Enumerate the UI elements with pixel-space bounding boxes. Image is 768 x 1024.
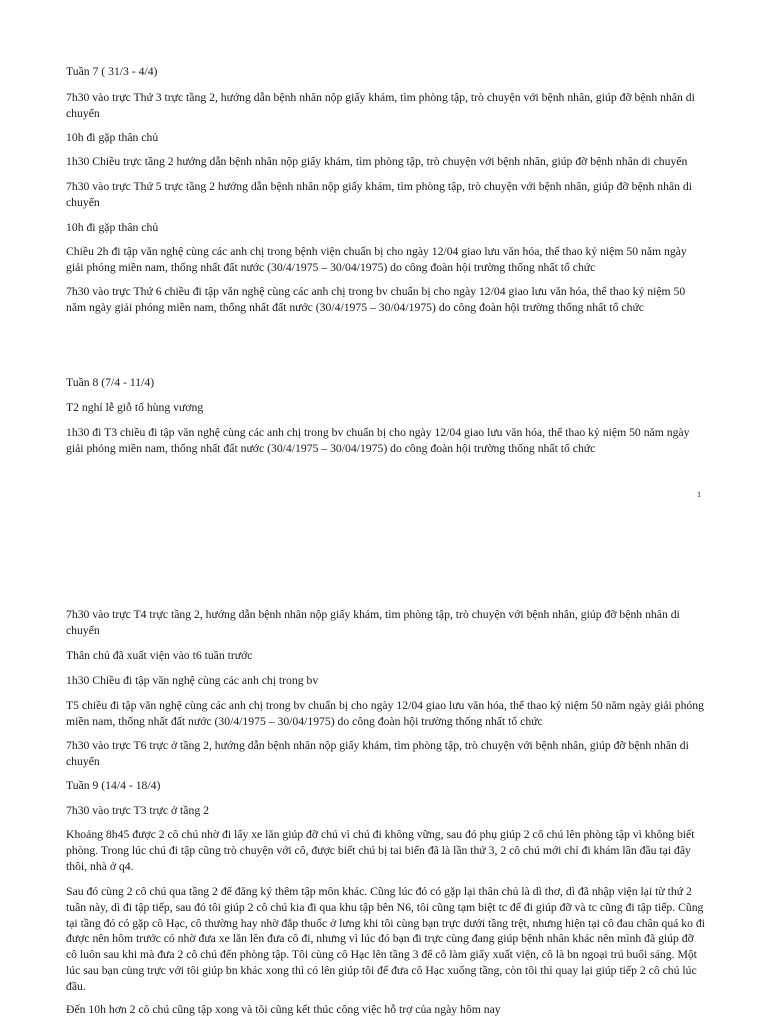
document-page-2 bbox=[0, 600, 768, 1024]
paragraph: Chiều 2h đi tập văn nghệ cùng các anh chị trong bệnh viện chuẩn bị cho ngày 12/04 giao lưu văn hóa, thể thao kỷ niệm 50 năm ngày giải phóng miền nam, thống nhất đất nước (30/4/1975 – 30/04/1975) do công đoàn hội trường thống nhất tổ chức bbox=[66, 245, 687, 274]
paragraph: 7h30 vào trực Thứ 5 trực tầng 2 hướng dẫn bệnh nhân nộp giấy khám, tìm phòng tập, trò chuyện với bệnh nhân, giúp đỡ bệnh nhân di chuyển bbox=[66, 180, 692, 209]
paragraph: 10h đi gặp thân chủ bbox=[66, 221, 159, 234]
paragraph: 1h30 Chiều trực tầng 2 hướng dẫn bệnh nhân nộp giấy khám, tìm phòng tập, trò chuyện với bệnh nhân, giúp đỡ bệnh nhân di chuyển bbox=[66, 155, 688, 168]
paragraph: 7h30 vào trực Thứ 6 chiều đi tập văn nghệ cùng các anh chị trong bv chuẩn bị cho ngày 12/04 giao lưu văn hóa, thể thao kỷ niệm 50 năm ngày giải phóng miền nam, thống nhất đất nước (30/4/1975 – 30/04/1975) do công đoàn hội trường thống nhất tổ chức bbox=[66, 285, 686, 314]
paragraph: 1h30 đi T3 chiều đi tập văn nghệ cùng các anh chị trong bv chuẩn bị cho ngày 12/04 giao lưu văn hóa, thể thao kỷ niệm 50 năm ngày giải phóng miền nam, thống nhất đất nước (30/4/1975 – 30/04/1975) do công đoàn hội trường thống nhất tổ chức bbox=[66, 426, 690, 455]
paragraph: T5 chiều đi tập văn nghệ cùng các anh chị trong bv chuẩn bị cho ngày 12/04 giao lưu văn hóa, thể thao kỷ niệm 50 năm ngày giải phóng miền nam, thống nhất đất nước (30/4/1975 – 30/04/1975) do công đoàn hội trường thống nhất tổ chức bbox=[66, 699, 704, 728]
week-8-heading: Tuần 8 (7/4 - 11/4) bbox=[66, 376, 155, 389]
page-number: 1 bbox=[697, 490, 701, 499]
paragraph: Thân chủ đã xuất viện vào t6 tuần trước bbox=[66, 649, 253, 662]
paragraph: Đến 10h hơn 2 cô chú cũng tập xong và tôi cũng kết thúc công việc hỗ trợ của ngày hôm nay bbox=[66, 1003, 501, 1016]
paragraph: 7h30 vào trực T6 trực ở tầng 2, hướng dẫn bệnh nhân nộp giấy khám, tìm phòng tập, trò chuyện với bệnh nhân, giúp đỡ bệnh nhân di chuyển bbox=[66, 739, 689, 768]
paragraph: 7h30 vào trực T4 trực tầng 2, hướng dẫn bệnh nhân nộp giấy khám, tìm phòng tập, trò chuyện với bệnh nhân, giúp đỡ bệnh nhân di chuyển bbox=[66, 608, 680, 637]
paragraph: 7h30 vào trực Thứ 3 trực tầng 2, hướng dẫn bệnh nhân nộp giấy khám, tìm phòng tập, trò chuyện với bệnh nhân, giúp đỡ bệnh nhân di chuyển bbox=[66, 91, 695, 120]
paragraph: 10h đi gặp thân chủ bbox=[66, 131, 159, 144]
paragraph: Sau đó cùng 2 cô chú qua tầng 2 để đăng ký thêm tập môn khác. Cũng lúc đó có gặp lại thân chủ là dì thơ, dì đã nhập viện lại từ thứ 2 tuần này, dì đi tập tiếp, sau đó tôi giúp 2 cô chú kia đi qua khu tập bên N6, tôi cũng tạm biệt tc để đi giúp đỡ và tc cũng đi tập tiếp. Cũng tại tầng đó có gặp cô Hạc, cô thường hay nhờ đắp thuốc ở lưng khi tôi cùng bạn trực dưới tầng trệt, nhưng hiện tại cô đau chân quá ko đi được nên hôm trước có nhờ đưa xe lăn lên đưa cô đi, nhưng vì lúc đó bạn đi trực cùng đang giúp bệnh nhân khác nên mình đã giúp đỡ cô luôn sau khi mà đưa 2 cô chú đến phòng tập. Tôi cùng cô Hạc lên tầng 3 để cô làm giấy xuất viện, cô là bn ngoại trú buổi sáng. Một lúc sau bạn cùng trực với tôi giúp bn khác xong thì có lên giúp tôi để đưa cô Hạc xuống tầng, còn tôi thì quay lại giúp tiếp 2 cô chú lúc đầu. bbox=[66, 885, 705, 993]
paragraph: Khoảng 8h45 được 2 cô chú nhờ đi lấy xe lăn giúp đỡ chú vì chú đi không vững, sau đó phụ giúp 2 cô chú lên phòng tập vì không biết phòng. Trong lúc chú đi tập cũng trò chuyện với cô, được biết chú bị tai biến đã là lần thứ 3, 2 cô chú mới chỉ đi khám lần đầu tại đây thôi, nhà ở q4. bbox=[66, 828, 695, 873]
week-9-heading: Tuần 9 (14/4 - 18/4) bbox=[66, 779, 161, 792]
paragraph: T2 nghỉ lễ giỗ tổ hùng vương bbox=[66, 401, 204, 414]
paragraph: 7h30 vào trực T3 trực ở tầng 2 bbox=[66, 804, 209, 817]
paragraph: 1h30 Chiều đi tập văn nghệ cùng các anh chị trong bv bbox=[66, 674, 319, 687]
week-7-heading: Tuần 7 ( 31/3 - 4/4) bbox=[66, 65, 158, 78]
